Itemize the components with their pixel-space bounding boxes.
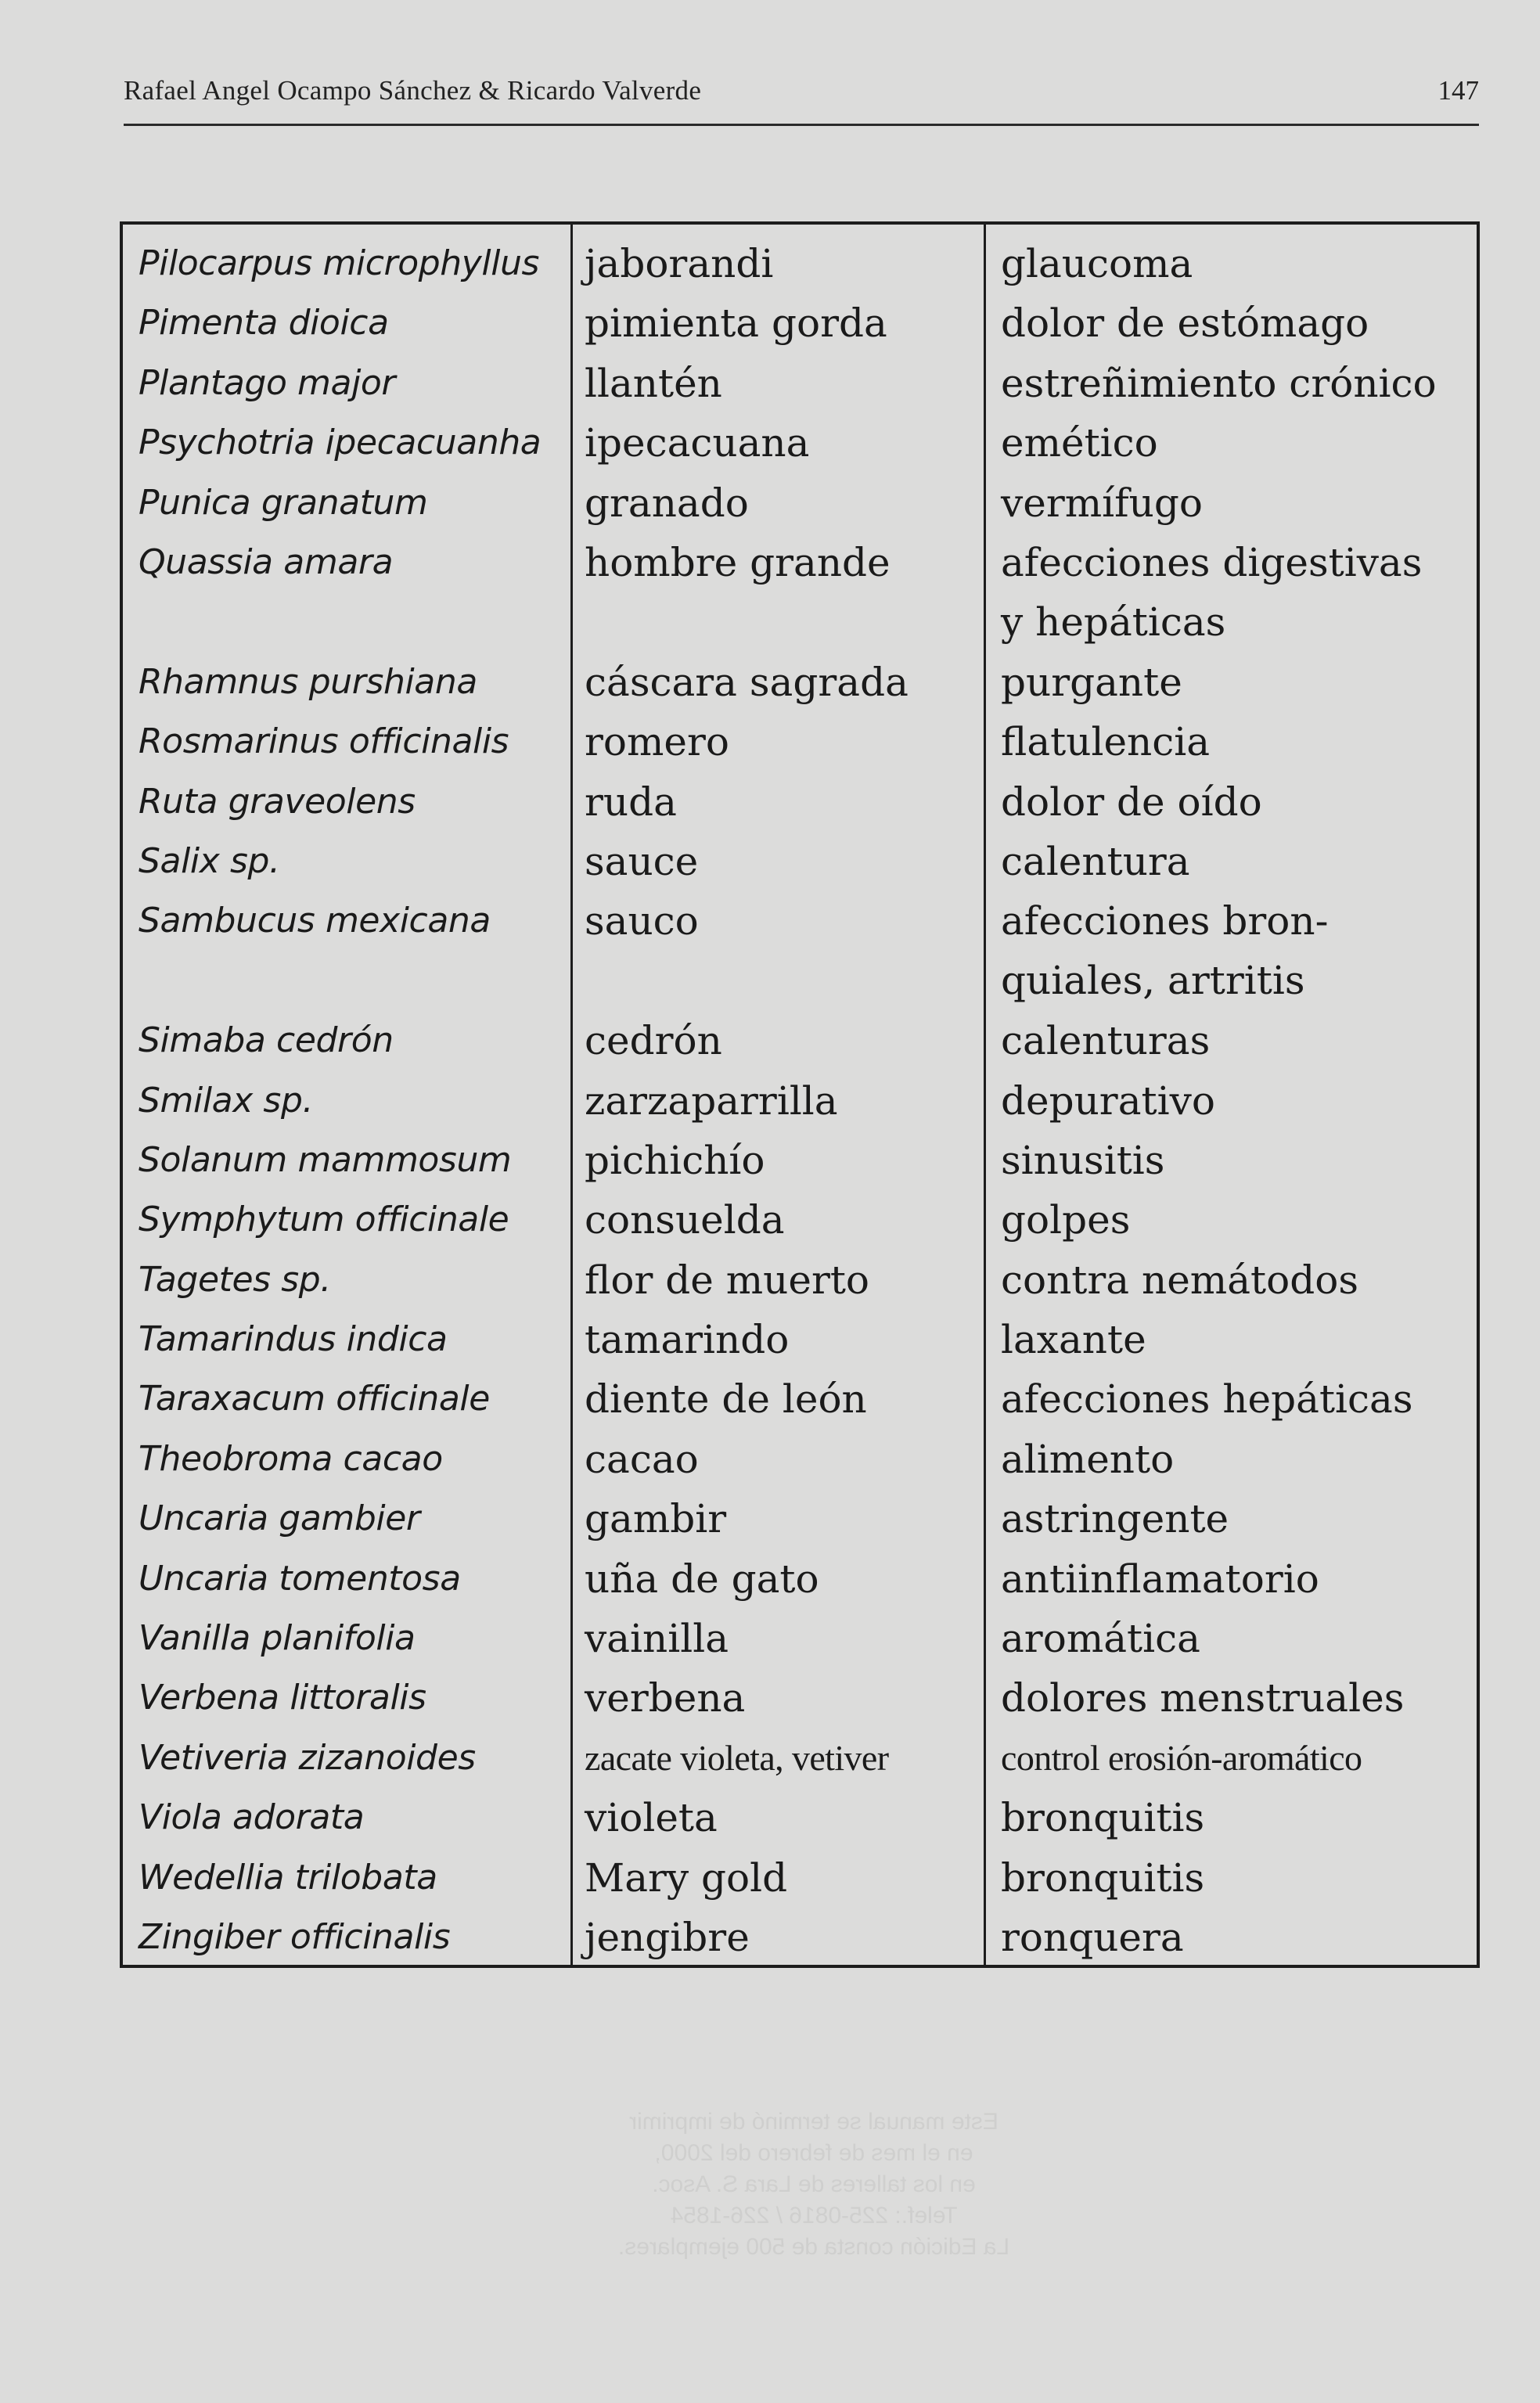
table-row <box>123 1549 1477 1609</box>
table-row <box>123 891 1477 1011</box>
plant-table <box>120 221 1480 1968</box>
medicinal-use-cell <box>1001 832 1190 891</box>
scientific-name-cell: Theobroma cacao <box>139 1438 443 1479</box>
common-name-cell: violeta <box>585 1795 718 1841</box>
medicinal-use-cell <box>1001 1011 1210 1070</box>
table-row <box>123 1310 1477 1369</box>
scientific-name-cell: Tagetes sp. <box>139 1259 331 1300</box>
medicinal-use-cell <box>1001 1729 1362 1788</box>
scientific-name-cell: Sambucus mexicana <box>139 901 491 941</box>
medicinal-use-cell <box>1001 533 1422 652</box>
common-name-cell: ruda <box>585 779 677 825</box>
medicinal-use-line: aromática <box>1001 1616 1200 1662</box>
scientific-name-cell: Ruta graveolens <box>139 781 416 822</box>
table-row <box>123 772 1477 832</box>
scientific-name-cell: Punica granatum <box>139 482 428 523</box>
scientific-name-cell: Smilax sp. <box>139 1080 314 1121</box>
common-name-cell: verbena <box>585 1675 746 1721</box>
scientific-name-cell: Psychotria ipecacuanha <box>139 423 542 463</box>
medicinal-use-cell <box>1001 1489 1229 1549</box>
colophon-line: en el mes de febrero del 2000, <box>654 2140 973 2166</box>
medicinal-use-line: glaucoma <box>1001 241 1193 286</box>
table-row <box>123 1848 1477 1908</box>
common-name-cell: sauco <box>585 898 699 944</box>
common-name-cell: sauce <box>585 838 699 884</box>
medicinal-use-line: afecciones digestivas <box>1001 539 1423 585</box>
medicinal-use-cell <box>1001 1609 1200 1668</box>
table-row <box>123 1489 1477 1549</box>
scientific-name-cell: Plantago major <box>139 362 396 403</box>
medicinal-use-cell <box>1001 1430 1174 1489</box>
table-row <box>123 1668 1477 1728</box>
medicinal-use-line: ronquera <box>1001 1914 1184 1960</box>
medicinal-use-cell <box>1001 1908 1184 1967</box>
table-row <box>123 832 1477 891</box>
table-row <box>123 1011 1477 1070</box>
table-row <box>123 1788 1477 1847</box>
table-row <box>123 473 1477 533</box>
medicinal-use-line: depurativo <box>1001 1077 1215 1124</box>
medicinal-use-line: golpes <box>1001 1197 1131 1243</box>
common-name-cell: vainilla <box>585 1616 729 1662</box>
medicinal-use-line: calenturas <box>1001 1018 1211 1064</box>
common-name-cell: pichichío <box>585 1137 765 1183</box>
medicinal-use-line: calentura <box>1001 838 1190 884</box>
scientific-name-cell: Rosmarinus officinalis <box>139 721 509 762</box>
colophon-bleedthrough <box>563 2106 1064 2263</box>
medicinal-use-cell <box>1001 1788 1204 1847</box>
table-row <box>123 354 1477 413</box>
table-row <box>123 413 1477 473</box>
medicinal-use-line: dolor de oído <box>1001 779 1262 825</box>
medicinal-use-cell <box>1001 293 1369 353</box>
medicinal-use-line: afecciones bron- <box>1001 898 1329 944</box>
page-number: 147 <box>1437 75 1479 106</box>
table-row <box>123 1071 1477 1131</box>
medicinal-use-line: purgante <box>1001 659 1182 705</box>
common-name-cell: flor de muerto <box>585 1257 870 1303</box>
scientific-name-cell: Rhamnus purshiana <box>139 661 477 702</box>
common-name-cell: romero <box>585 719 730 765</box>
scientific-name-cell: Zingiber officinalis <box>139 1916 451 1957</box>
table-row <box>123 293 1477 353</box>
common-name-cell: hombre grande <box>585 539 891 585</box>
common-name-cell: diente de león <box>585 1376 867 1423</box>
medicinal-use-cell <box>1001 1549 1319 1609</box>
common-name-cell: cedrón <box>585 1018 722 1064</box>
scientific-name-cell: Vetiveria zizanoides <box>139 1737 476 1778</box>
table-row <box>123 1908 1477 1967</box>
medicinal-use-line: bronquitis <box>1001 1854 1205 1901</box>
scientific-name-cell: Simaba cedrón <box>139 1020 394 1061</box>
table-row <box>123 1190 1477 1250</box>
scientific-name-cell: Tamarindus indica <box>139 1319 448 1360</box>
colophon-line: Este manual se terminó de imprimir <box>629 2109 998 2135</box>
scientific-name-cell: Uncaria gambier <box>139 1498 420 1539</box>
table-row <box>123 533 1477 653</box>
medicinal-use-line: astringente <box>1001 1496 1229 1542</box>
medicinal-use-cell <box>1001 1848 1204 1908</box>
medicinal-use-line: emético <box>1001 420 1158 466</box>
common-name-cell: ipecacuana <box>585 420 810 466</box>
common-name-cell: cáscara sagrada <box>585 659 909 705</box>
common-name-cell: zarzaparrilla <box>585 1077 838 1124</box>
table-row <box>123 1729 1477 1788</box>
common-name-cell: pimienta gorda <box>585 300 887 347</box>
colophon-line: Telef.: 225-0816 / 226-1854 <box>670 2203 958 2229</box>
medicinal-use-cell <box>1001 413 1158 473</box>
medicinal-use-line: control erosión-aromático <box>1001 1737 1362 1778</box>
table-row <box>123 1369 1477 1429</box>
running-head <box>124 75 1479 122</box>
common-name-cell: zacate violeta, vetiver <box>585 1737 889 1778</box>
medicinal-use-cell <box>1001 1250 1358 1310</box>
medicinal-use-line: vermífugo <box>1001 480 1203 526</box>
scientific-name-cell: Viola adorata <box>139 1797 365 1838</box>
table-row <box>123 1609 1477 1668</box>
medicinal-use-line: y hepáticas <box>1001 599 1226 645</box>
scientific-name-cell: Vanilla planifolia <box>139 1618 416 1659</box>
colophon-line: en los talleres de Lara S. Asoc. <box>652 2171 976 2197</box>
medicinal-use-line: dolor de estómago <box>1001 300 1369 347</box>
scientific-name-cell: Pilocarpus microphyllus <box>139 243 540 283</box>
scientific-name-cell: Symphytum officinale <box>139 1200 509 1240</box>
common-name-cell: uña de gato <box>585 1556 819 1602</box>
medicinal-use-cell <box>1001 473 1203 533</box>
common-name-cell: gambir <box>585 1496 727 1542</box>
table-row <box>123 712 1477 772</box>
medicinal-use-cell <box>1001 1131 1164 1190</box>
common-name-cell: granado <box>585 480 749 526</box>
medicinal-use-line: sinusitis <box>1001 1137 1165 1183</box>
medicinal-use-line: alimento <box>1001 1436 1175 1482</box>
medicinal-use-line: afecciones hepáticas <box>1001 1376 1413 1423</box>
medicinal-use-cell <box>1001 1190 1130 1250</box>
scientific-name-cell: Quassia amara <box>139 541 394 582</box>
medicinal-use-cell <box>1001 354 1437 413</box>
medicinal-use-cell <box>1001 1071 1215 1131</box>
medicinal-use-cell <box>1001 1668 1404 1728</box>
running-head-authors: Rafael Angel Ocampo Sánchez & Ricardo Valverde <box>124 75 702 106</box>
scientific-name-cell: Solanum mammosum <box>139 1139 512 1180</box>
common-name-cell: llantén <box>585 360 722 406</box>
common-name-cell: jengibre <box>585 1914 750 1960</box>
table-row <box>123 653 1477 712</box>
medicinal-use-cell <box>1001 234 1193 293</box>
common-name-cell: jaborandi <box>585 241 774 286</box>
common-name-cell: Mary gold <box>585 1854 788 1901</box>
scientific-name-cell: Wedellia trilobata <box>139 1857 437 1898</box>
scientific-name-cell: Verbena littoralis <box>139 1678 426 1718</box>
table-row <box>123 1131 1477 1190</box>
table-body <box>123 234 1477 1967</box>
medicinal-use-cell <box>1001 772 1262 832</box>
table-row <box>123 234 1477 293</box>
medicinal-use-line: estreñimiento crónico <box>1001 360 1437 406</box>
scientific-name-cell: Taraxacum officinale <box>139 1379 490 1419</box>
medicinal-use-cell <box>1001 891 1328 1010</box>
header-rule <box>124 124 1479 126</box>
common-name-cell: consuelda <box>585 1197 785 1243</box>
scientific-name-cell: Uncaria tomentosa <box>139 1558 461 1599</box>
medicinal-use-line: quiales, artritis <box>1001 958 1305 1004</box>
table-row <box>123 1250 1477 1310</box>
colophon-line: La Edición consta de 500 ejemplares. <box>617 2234 1010 2260</box>
medicinal-use-cell <box>1001 1310 1146 1369</box>
medicinal-use-line: antiinflamatorio <box>1001 1556 1319 1602</box>
medicinal-use-cell <box>1001 1369 1413 1429</box>
scientific-name-cell: Pimenta dioica <box>139 303 389 344</box>
common-name-cell: cacao <box>585 1436 699 1482</box>
medicinal-use-line: dolores menstruales <box>1001 1675 1405 1721</box>
medicinal-use-cell <box>1001 712 1210 772</box>
scientific-name-cell: Salix sp. <box>139 840 280 881</box>
medicinal-use-line: flatulencia <box>1001 719 1211 765</box>
common-name-cell: tamarindo <box>585 1317 790 1363</box>
table-row <box>123 1430 1477 1489</box>
medicinal-use-line: laxante <box>1001 1317 1146 1363</box>
medicinal-use-line: bronquitis <box>1001 1795 1205 1841</box>
medicinal-use-cell <box>1001 653 1182 712</box>
medicinal-use-line: contra nemátodos <box>1001 1257 1358 1303</box>
